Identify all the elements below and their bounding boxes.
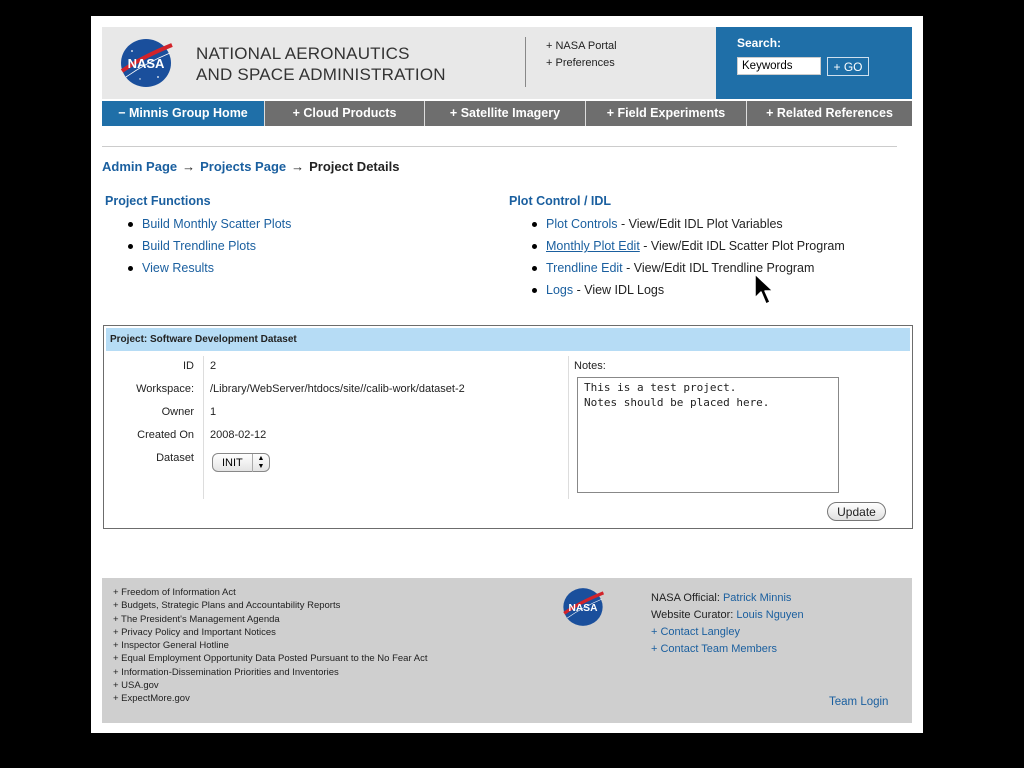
tab-satellite-imagery[interactable]: + Satellite Imagery: [425, 101, 586, 126]
breadcrumb-separator: →: [182, 159, 196, 174]
list-item: [128, 235, 291, 257]
information-dissemination-link[interactable]: + Information-Dissemination Priorities and Inventories: [113, 666, 339, 678]
website-curator-link[interactable]: Louis Nguyen: [736, 609, 804, 621]
page: [91, 16, 923, 733]
header-divider: [525, 37, 526, 87]
list-item: [532, 213, 845, 235]
project-panel: [103, 325, 913, 529]
site-footer: [102, 578, 912, 723]
contact-team-members-link[interactable]: + Contact Team Members: [651, 643, 778, 655]
notes-label: Notes:: [574, 360, 606, 372]
plot-controls-link[interactable]: Plot Controls: [546, 217, 618, 231]
inspector-general-link[interactable]: + Inspector General Hotline: [113, 640, 229, 652]
contact-langley-link[interactable]: + Contact Langley: [651, 626, 740, 638]
breadcrumb-separator: →: [291, 159, 305, 174]
breadcrumb: [102, 159, 399, 174]
breadcrumb-projects-page[interactable]: Projects Page: [200, 159, 287, 174]
agency-line-1: NATIONAL AERONAUTICS: [196, 44, 410, 63]
build-monthly-scatter-plots-link[interactable]: Build Monthly Scatter Plots: [142, 217, 292, 231]
no-fear-act-link[interactable]: + Equal Employment Opportunity Data Posted Pursuant to the No Fear Act: [113, 653, 428, 665]
workspace-label: Workspace:: [136, 383, 194, 395]
logs-desc: - View IDL Logs: [573, 283, 665, 297]
select-arrows-icon: ▲ ▼: [252, 454, 269, 472]
header-links: [546, 38, 617, 72]
nasa-official-line: [651, 590, 804, 607]
mouse-pointer-icon: [753, 272, 775, 306]
monthly-plot-edit-desc: - View/Edit IDL Scatter Plot Program: [639, 239, 845, 253]
preferences-link[interactable]: + Preferences: [546, 57, 615, 69]
trendline-edit-desc: - View/Edit IDL Trendline Program: [622, 261, 815, 275]
list-item: [532, 257, 845, 279]
list-item: [532, 279, 845, 301]
project-functions-list: [128, 213, 291, 279]
site-header: [102, 27, 912, 99]
search-label: Search:: [737, 36, 782, 50]
id-value: 2: [210, 360, 217, 372]
breadcrumb-admin-page[interactable]: Admin Page: [102, 159, 178, 174]
nasa-portal-link[interactable]: + NASA Portal: [546, 40, 617, 52]
nasa-logo-icon[interactable]: [118, 37, 174, 89]
agency-name: [196, 43, 446, 85]
list-item: [532, 235, 845, 257]
team-login-link[interactable]: Team Login: [829, 696, 889, 708]
trendline-edit-link[interactable]: Trendline Edit: [546, 261, 623, 275]
update-button[interactable]: Update: [827, 502, 886, 521]
view-results-link[interactable]: View Results: [142, 261, 215, 275]
agency-line-2: AND SPACE ADMINISTRATION: [196, 65, 446, 84]
plot-control-title: Plot Control / IDL: [509, 194, 612, 208]
search-go-button[interactable]: + GO: [827, 57, 869, 76]
plot-controls-desc: - View/Edit IDL Plot Variables: [617, 217, 783, 231]
dataset-select[interactable]: [212, 453, 270, 472]
nasa-official-link[interactable]: Patrick Minnis: [722, 592, 792, 604]
project-functions-title: Project Functions: [105, 194, 211, 208]
tab-cloud-products[interactable]: + Cloud Products: [265, 101, 425, 126]
main-nav: [102, 101, 912, 126]
website-curator-label: Website Curator:: [651, 609, 737, 621]
nasa-official-label: NASA Official:: [651, 592, 723, 604]
tab-field-experiments[interactable]: + Field Experiments: [586, 101, 747, 126]
id-label: ID: [183, 360, 194, 372]
workspace-value: /Library/WebServer/htdocs/site//calib-work/dataset-2: [210, 383, 465, 395]
search-box: [716, 27, 912, 99]
dataset-select-value: INIT: [222, 457, 243, 469]
build-trendline-plots-link[interactable]: Build Trendline Plots: [142, 239, 256, 253]
expectmore-link[interactable]: + ExpectMore.gov: [113, 693, 190, 705]
monthly-plot-edit-link[interactable]: Monthly Plot Edit: [546, 239, 640, 253]
nasa-logo-icon: [561, 586, 605, 628]
budgets-link[interactable]: + Budgets, Strategic Plans and Accountability Reports: [113, 600, 341, 612]
owner-label: Owner: [161, 406, 194, 418]
created-on-label: Created On: [137, 429, 194, 441]
notes-textarea[interactable]: This is a test project. Notes should be placed here.: [577, 377, 839, 493]
created-on-value: 2008-02-12: [210, 429, 267, 441]
footer-info: [651, 590, 804, 658]
tab-related-references[interactable]: + Related References: [766, 106, 893, 120]
list-item: [128, 213, 291, 235]
website-curator-line: [651, 607, 804, 624]
tab-minnis-group-home[interactable]: − Minnis Group Home: [102, 101, 265, 126]
foia-link[interactable]: + Freedom of Information Act: [113, 587, 236, 598]
footer-links: [113, 586, 427, 706]
presidents-agenda-link[interactable]: + The President's Management Agenda: [113, 613, 280, 625]
usa-gov-link[interactable]: + USA.gov: [113, 680, 159, 692]
owner-value: 1: [210, 406, 217, 418]
logo-text: NASA: [127, 56, 165, 71]
breadcrumb-current: Project Details: [309, 159, 400, 174]
logs-link[interactable]: Logs: [546, 283, 574, 297]
project-header: Project: Software Development Dataset: [106, 328, 910, 351]
list-item: [128, 257, 291, 279]
logo-text: NASA: [568, 602, 598, 614]
privacy-policy-link[interactable]: + Privacy Policy and Important Notices: [113, 626, 276, 638]
column-divider: [568, 356, 569, 499]
search-input[interactable]: [737, 57, 821, 75]
plot-control-list: [532, 213, 845, 301]
column-divider: [203, 356, 204, 499]
dataset-label: Dataset: [156, 452, 194, 464]
divider: [102, 146, 897, 147]
